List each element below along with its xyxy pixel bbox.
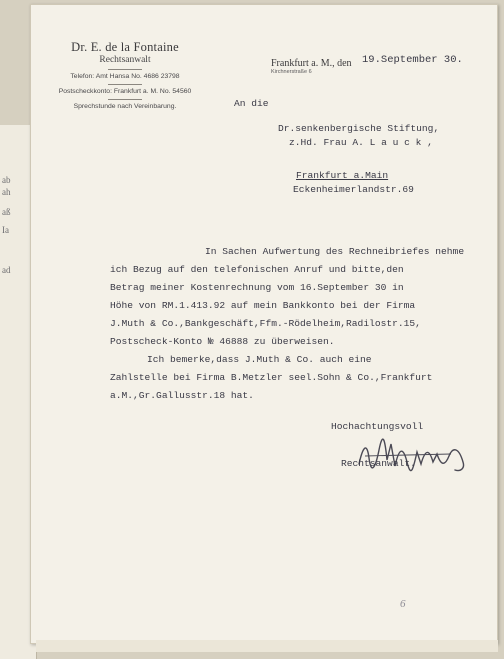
signature-role: Rechtsanwalt. [341, 458, 416, 469]
letterhead-rule [108, 84, 142, 85]
recipient-line1: Dr.senkenbergische Stiftung, [278, 123, 440, 134]
letterhead-sprechstunde: Sprechstunde nach Vereinbarung. [73, 103, 177, 110]
letterhead-street: Kirchnerstraße 6 [271, 69, 312, 75]
recipient-street: Eckenheimerlandstr.69 [293, 184, 414, 195]
margin-fragment: aß [2, 207, 11, 217]
page-edge [36, 640, 498, 652]
letterhead-rule [108, 69, 142, 70]
margin-fragment: ad [2, 265, 11, 275]
letterhead-rule [108, 99, 142, 100]
recipient-to: An die [234, 98, 269, 109]
letterhead-city: Frankfurt a. M., den [271, 58, 352, 69]
letter-date: 19.September 30. [362, 54, 463, 66]
body-line: ich Bezug auf den telefonischen Anruf und bitte,den [110, 264, 404, 275]
margin-fragment: Ia [2, 225, 9, 235]
page-number-mark: 6 [400, 598, 406, 610]
margin-fragment: ab [2, 175, 11, 185]
letterhead-postscheck: Postscheckkonto: Frankfurt a. M. No. 54560 [58, 88, 192, 95]
body-line: Ich bemerke,dass J.Muth & Co. auch eine [147, 354, 372, 365]
body-line: Betrag meiner Kostenrechnung vom 16.September 30 in [110, 282, 404, 293]
body-line: Höhe von RM.1.413.92 auf mein Bankkonto bei der Firma [110, 300, 416, 311]
margin-fragment: ah [2, 187, 11, 197]
closing: Hochachtungsvoll [331, 421, 424, 432]
body-line: Postscheck-Konto № 46888 zu überweisen. [110, 336, 335, 347]
body-line: a.M.,Gr.Gallusstr.18 hat. [110, 390, 254, 401]
signature [355, 436, 475, 476]
letterhead-telefon: Telefon: Amt Hansa No. 4686 23798 [70, 73, 180, 80]
recipient-city: Frankfurt a.Main [296, 170, 389, 181]
recipient-line2: z.Hd. Frau A. L a u c k , [289, 137, 433, 148]
body-line: Zahlstelle bei Firma B.Metzler seel.Sohn & Co.,Frankfurt [110, 372, 433, 383]
body-line: In Sachen Aufwertung des Rechneibriefes nehme [205, 246, 465, 257]
body-line: J.Muth & Co.,Bankgeschäft,Ffm.-Rödelheim,Radilostr.15, [110, 318, 421, 329]
letterhead-name: Dr. E. de la Fontaine [71, 40, 179, 54]
letterhead-title: Rechtsanwalt [99, 55, 151, 65]
